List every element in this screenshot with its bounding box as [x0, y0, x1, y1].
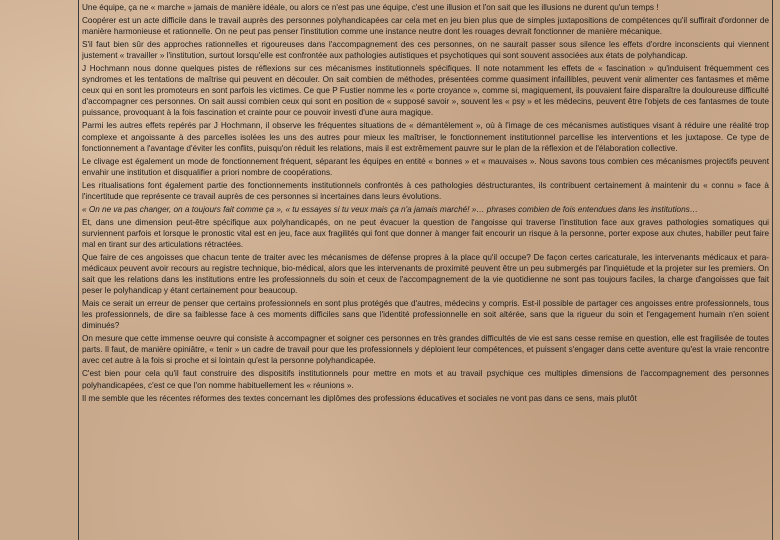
paragraph: S'il faut bien sûr des approches rationnelles et rigoureuses dans l'accompagnement des ces personnes, on ne saurait passer sous silence les effets d'ordre inconscients qui viennent justement « travailler » l'institution, surtout lorsqu'elle est confrontée aux pathologies autistiques et psychotiques qui sont souvent associées aux états de polyhandicap.: [82, 40, 769, 61]
document-frame: [78, 0, 773, 540]
paragraph: Et, dans une dimension peut-être spécifique aux polyhandicapés, on ne peut évacuer la question de l'angoisse qui traverse l'institution face aux graves pathologies somatiques qui surviennent parfois et lorsque le pronostic vital est en jeu, face aux fragilités qui font que donner à manger fait encourir un risque à la personne, porter expose aux chutes, habiller peut faire mal en tirant sur des articulations rétractées.: [82, 217, 769, 249]
quote-paragraph: « On ne va pas changer, on a toujours fait comme ça », « tu essayes si tu veux mais ça n'a jamais marché! »… phrases combien de fois entendues dans les institutions…: [82, 204, 698, 214]
paragraph: Parmi les autres effets repérés par J Hochmann, il observe les fréquentes situations de « démantèlement », où à l'image de ces mécanismes autistiques visant à réduire une réalité trop complexe et angoissante à des parcelles isolées les uns des autres pour mieux les maîtriser, le fonctionnement institutionnel parcellise les interventions et les juxtapose. Ce type de fonctionnement a l'avantage d'éviter les conflits, puisqu'on réduit les relations, mais il est extrêmement pauvre sur le plan de la réflexion et de l'élaboration collective.: [82, 121, 769, 153]
paragraph: Mais ce serait un erreur de penser que certains professionnels en sont plus protégés que d'autres, médecins y compris. Est-il possible de partager ces angoisses entre professionnels, tous les professionnels, de dire sa faiblesse face à ces moments difficiles sans que l'identité professionnelle en soit altérée, sans que la rigueur du soin et l'engagement humain n'en soient diminués?: [82, 299, 769, 331]
paragraph: J Hochmann nous donne quelques pistes de réflexions sur ces mécanismes institutionnels spécifiques. Il note notamment les effets de « fascination » qu'induisent fréquemment ces syndromes et les tentations de maîtrise qui peuvent en découler. On sait combien de méthodes, présentées comme quasiment infaillibles, peuvent venir alimenter ces fantasmes et même ceux qui en sont les promoteurs en sont parfois les victimes. Ce que P Fustier nomme les « porte croyance », comme si, magiquement, ils pouvaient faire disparaître la douloureuse difficulté d'accompagner ces personnes. On sait aussi combien ceux qui sont en position de « supposé savoir », souvent les « psy » et les médecins, peuvent être l'objets de ces fantasmes de toute puissance, provoquant à la fois fascination et crainte pour ce pouvoir investi d'une aura magique.: [82, 64, 769, 118]
paragraph: Les ritualisations font également partie des fonctionnements institutionnels confrontés à ces pathologies déstructurantes, ils contribuent certainement à maintenir du « connu » face à l'incertitude que représente ce travail auprès de ces personnes si incertaines dans leurs évolutions.: [82, 180, 769, 201]
document-text: [79, 0, 772, 404]
paragraph: Que faire de ces angoisses que chacun tente de traiter avec les mécanismes de défense propres à la place qu'il occupe? De façon certes caricaturale, les intervenants médicaux et para-médicaux peuvent avoir recours au registre technique, bio-médical, alors que les intervenants de proximité peuvent être un peu submergés par l'inquiétude et la projeter sur les premiers. On sait que les relations dans les institutions entre les professionnels du soin et ceux de l'accompagnement de la vie quotidienne ne sont pas toujours faciles, la charge d'angoisses que fait peser le polyhandicap y étant certainement pour beaucoup.: [82, 252, 769, 296]
paragraph: Il me semble que les récentes réformes des textes concernant les diplômes des professions éducatives et sociales ne vont pas dans ce sens, mais plutôt: [82, 393, 637, 403]
paragraph: On mesure que cette immense oeuvre qui consiste à accompagner et soigner ces personnes en très grandes difficultés de vie est sans cesse remise en question, elle est fragilisée de toutes parts. Il faut, de manière opiniâtre, « tenir » un cadre de travail pour que les professionnels y déploient leur compétences, et puissent s'engager dans cette aventure qu'est la vraie rencontre avec cet autre à la fois si proche et si lointain qu'est la personne polyhandicapée.: [82, 334, 769, 366]
paragraph: Coopérer est un acte difficile dans le travail auprès des personnes polyhandicapées car cela met en jeu bien plus que de simples juxtapositions de compétences qu'il suffirait d'ordonner de manière harmonieuse et rationnelle. On ne peut pas penser l'institution comme une instance neutre dont les rouages devrait fonctionner de manière mécanique.: [82, 16, 769, 37]
paragraph: C'est bien pour cela qu'il faut construire des dispositifs institutionnels pour mettre en mots et au travail psychique ces multiples dimensions de l'accompagnement des personnes polyhandicapées, c'est ce que l'on nomme habituellement les « réunions ».: [82, 369, 769, 390]
paragraph: Le clivage est également un mode de fonctionnement fréquent, séparant les équipes en entité « bonnes » et « mauvaises ». Nous savons tous combien ces mécanismes projectifs peuvent envahir une institution et disqualifier a priori nombre de coopérations.: [82, 156, 769, 177]
paragraph: Une équipe, ça ne « marche » jamais de manière idéale, ou alors ce n'est pas une équipe, c'est une illusion et l'on sait que les illusions ne durent qu'un temps !: [82, 3, 659, 12]
